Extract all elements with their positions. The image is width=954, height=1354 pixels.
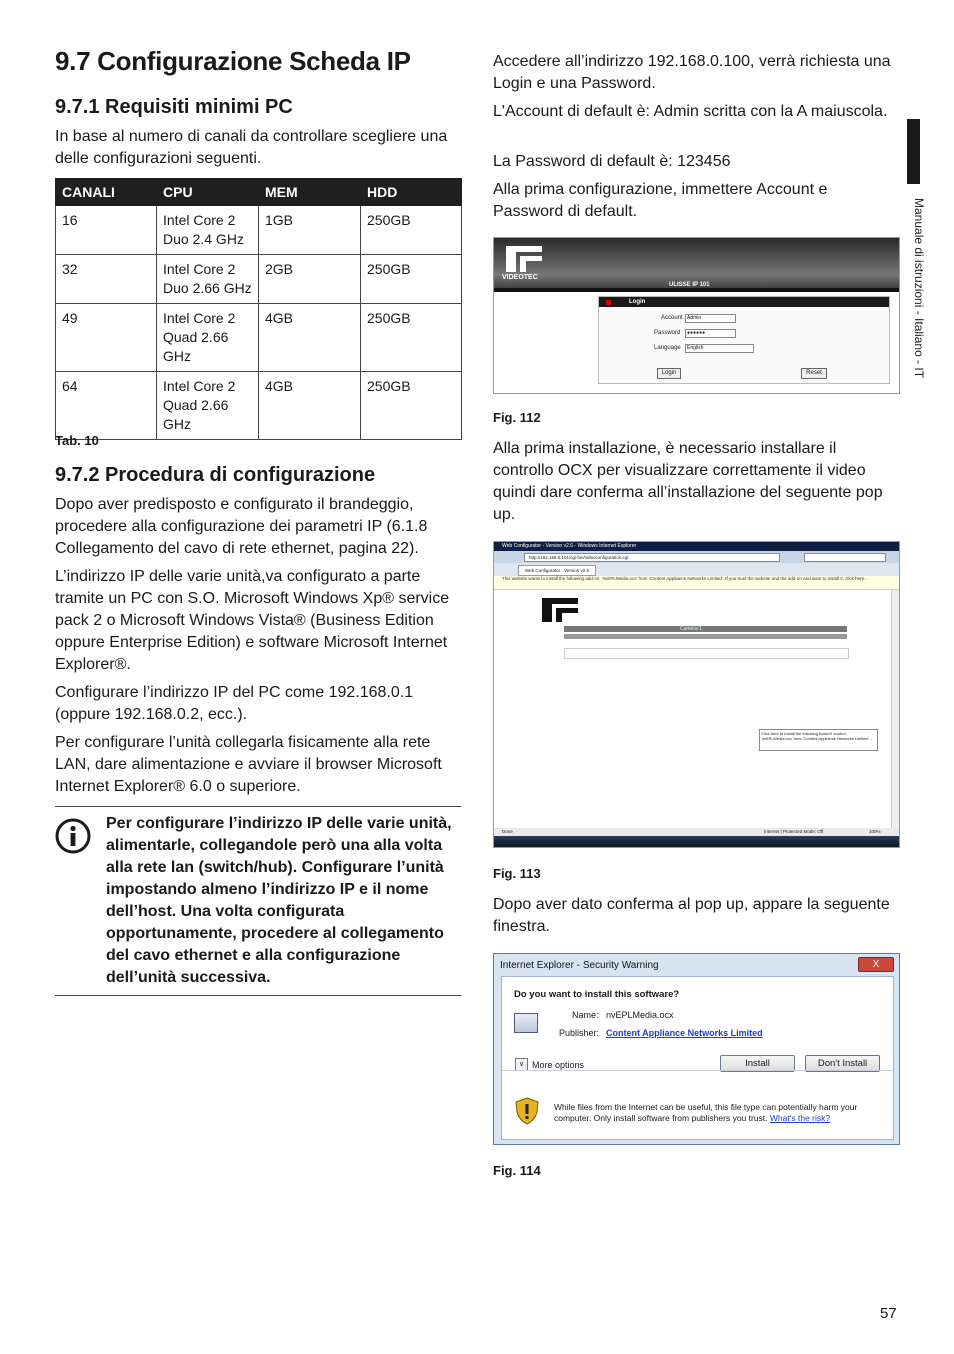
- shield-icon: [515, 1097, 539, 1130]
- name-label: Name:: [572, 1010, 599, 1020]
- table-caption: Tab. 10: [55, 433, 99, 448]
- procedura-paragraph-4: Per configurare l’unità collegarla fisicamente alla rete LAN, dare alimentazione e avviare il browser Microsoft Internet Explorer® 6.0 o superiore.: [55, 734, 442, 795]
- table-cell: Intel Core 2 Duo 2.66 GHz: [157, 255, 259, 304]
- login-screenshot: [493, 237, 900, 394]
- info-note: Per configurare l’indirizzo IP delle varie unità, alimentarle, collegandole però una alla volta alla rete lan (switch/hub). Configurare l’unità impostando almeno l’indirizzo IP e il nome dell’host. Una volta configurata opportunamente, procedere al collegamento del cavo ethernet e alla configurazione dell’unità successiva.: [106, 815, 452, 986]
- language-select[interactable]: English: [685, 344, 754, 353]
- table-cell: Intel Core 2 Duo 2.4 GHz: [157, 206, 259, 255]
- table-row: [56, 206, 462, 255]
- login-paragraph-2: L'Account di default è: Admin scritta con la A maiuscola.: [493, 103, 888, 120]
- password-label: Password: [654, 330, 681, 336]
- camera-controls-row: [564, 648, 849, 659]
- sidebar-label: Manuale di istruzioni - Italiano - IT: [912, 198, 926, 379]
- camera-header: [564, 626, 847, 632]
- dialog-body: [501, 976, 894, 1140]
- section-title-procedura: 9.7.2 Procedura di configurazione: [55, 464, 376, 486]
- ie-page-content: [494, 590, 891, 828]
- fig113-caption: Fig. 113: [493, 866, 541, 881]
- requisiti-intro: In base al numero di canali da controllare scegliere una delle configurazioni seguenti.: [55, 128, 448, 167]
- windows-taskbar: [494, 836, 899, 847]
- table-cell: Intel Core 2 Quad 2.66 GHz: [157, 304, 259, 372]
- product-name: ULISSE IP 101: [669, 282, 710, 288]
- reset-button[interactable]: Reset: [801, 368, 827, 379]
- language-label: Language: [654, 345, 681, 351]
- table-cell: 250GB: [361, 372, 462, 440]
- account-label: Account: [661, 315, 683, 321]
- table-header-row: [56, 179, 462, 206]
- table-header: HDD: [361, 179, 462, 206]
- ie-zoom[interactable]: 100%: [869, 829, 881, 834]
- procedura-paragraph-1: Dopo aver predisposto e configurato il brandeggio, procedere alla configurazione dei parametri IP (6.1.8 Collegamento del cavo di rete ethernet, pagina 22).: [55, 496, 428, 557]
- table-row: [56, 372, 462, 440]
- after-popup-paragraph: Dopo aver dato conferma al pop up, appare la seguente finestra.: [493, 896, 890, 935]
- activex-notice: [564, 659, 847, 665]
- camera-subheader: [564, 634, 847, 639]
- more-options-label[interactable]: More options: [532, 1060, 585, 1070]
- ie-window-title: Web Configurator - Version v2.6 - Windows Internet Explorer: [494, 542, 899, 551]
- login-paragraph-3: La Password di default è: 123456: [493, 153, 731, 170]
- ie-address-bar: [494, 551, 899, 563]
- status-indicator: [606, 300, 611, 305]
- install-button[interactable]: Install: [720, 1055, 795, 1072]
- ie-information-bar[interactable]: This website wants to install the following add-on: 'nvEPLMedia.ocx' from 'Content Appliance Networks Limited'. If you trust the website and the add-on and want to install it, click here...: [494, 576, 899, 590]
- ocx-paragraph: Alla prima installazione, è necessario installare il controllo OCX per visualizzare correttamente il video quindi dare conferma all’installazione del seguente pop up.: [493, 440, 883, 523]
- ie-tab[interactable]: Web Configurator - Version v2.6: [518, 565, 596, 576]
- ie-zone: Internet | Protected Mode: Off: [764, 829, 824, 834]
- page-title: 9.7 Configurazione Scheda IP: [55, 46, 411, 76]
- software-icon: [514, 1013, 538, 1033]
- table-cell: Intel Core 2 Quad 2.66 GHz: [157, 372, 259, 440]
- ie-status-text: Done: [502, 829, 513, 834]
- table-cell: 250GB: [361, 304, 462, 372]
- login-panel: [598, 296, 890, 384]
- table-cell: 64: [56, 372, 157, 440]
- publisher-link[interactable]: Content Appliance Networks Limited: [606, 1028, 763, 1038]
- table-cell: 49: [56, 304, 157, 372]
- name-value: nvEPLMedia.ocx: [606, 1010, 674, 1020]
- ie-status-bar: [494, 828, 899, 836]
- fig114-caption: Fig. 114: [493, 1163, 541, 1178]
- ie-search-field[interactable]: [804, 553, 886, 562]
- procedura-paragraph-3: Configurare l’indirizzo IP del PC come 192.168.0.1 (oppure 192.168.0.2, ecc.).: [55, 684, 414, 723]
- banner-bar: [494, 288, 899, 292]
- table-cell: 1GB: [259, 206, 361, 255]
- publisher-label: Publisher:: [559, 1028, 600, 1038]
- camera-label: Camera 1: [680, 626, 702, 632]
- ie-tab-bar: [494, 563, 899, 577]
- procedura-paragraph-2: L’indirizzo IP delle varie unità,va configurato a parte tramite un PC con S.O. Microsoft Windows Xp® service pack 2 o Microsoft Windows Vista® (Business Edition oppure Enterprise Edition) e software Microsoft Internet Explorer®.: [55, 568, 450, 673]
- videotec-logo: [538, 596, 584, 624]
- table-header: CPU: [157, 179, 259, 206]
- videotec-logo: VIDEOTEC: [502, 244, 552, 284]
- close-button[interactable]: X: [858, 957, 894, 972]
- requirements-table: [55, 178, 462, 440]
- table-cell: 250GB: [361, 255, 462, 304]
- ie-scrollbar[interactable]: [891, 590, 900, 828]
- table-cell: 16: [56, 206, 157, 255]
- password-field[interactable]: ●●●●●●: [685, 329, 736, 338]
- table-cell: 4GB: [259, 372, 361, 440]
- info-icon: [55, 818, 91, 859]
- dialog-title: Internet Explorer - Security Warning: [500, 960, 659, 971]
- install-question: Do you want to install this software?: [514, 989, 680, 1000]
- note-divider-top: [55, 806, 461, 807]
- note-divider-bottom: [55, 995, 461, 996]
- activex-tooltip: Click here to install the following ActiveX control: 'nvEPLMedia.ocx' from 'Content Appliance Networks Limited'...: [759, 729, 878, 751]
- login-paragraph-1: Accedere all’indirizzo 192.168.0.100, verrà richiesta una Login e una Password.: [493, 53, 891, 92]
- table-cell: 32: [56, 255, 157, 304]
- table-cell: 2GB: [259, 255, 361, 304]
- page-number: 57: [880, 1305, 897, 1322]
- dont-install-button[interactable]: Don't Install: [805, 1055, 880, 1072]
- table-header: MEM: [259, 179, 361, 206]
- ie-address-field[interactable]: http://192.168.0.101/cgi-bin/videoconfiguration.cgi: [524, 553, 780, 562]
- chapter-tab: [907, 119, 920, 184]
- table-header: CANALI: [56, 179, 157, 206]
- login-panel-title: Login: [599, 297, 889, 307]
- fig112-caption: Fig. 112: [493, 410, 541, 425]
- warning-text: While files from the Internet can be useful, this file type can potentially harm your computer. Only install software from publishers you trust. What's the risk?: [554, 1102, 858, 1123]
- table-row: [56, 304, 462, 372]
- login-button[interactable]: Login: [657, 368, 681, 379]
- table-row: [56, 255, 462, 304]
- table-cell: 250GB: [361, 206, 462, 255]
- security-warning-dialog: [493, 953, 900, 1145]
- account-field[interactable]: Admin: [685, 314, 736, 323]
- chevron-down-icon[interactable]: ∨: [515, 1058, 528, 1071]
- risk-link[interactable]: What's the risk?: [769, 1113, 831, 1123]
- section-title-requisiti: 9.7.1 Requisiti minimi PC: [55, 96, 293, 118]
- table-cell: 4GB: [259, 304, 361, 372]
- ie-addon-screenshot: [493, 541, 900, 848]
- dialog-separator: [502, 1070, 893, 1071]
- login-paragraph-4: Alla prima configurazione, immettere Account e Password di default.: [493, 181, 828, 220]
